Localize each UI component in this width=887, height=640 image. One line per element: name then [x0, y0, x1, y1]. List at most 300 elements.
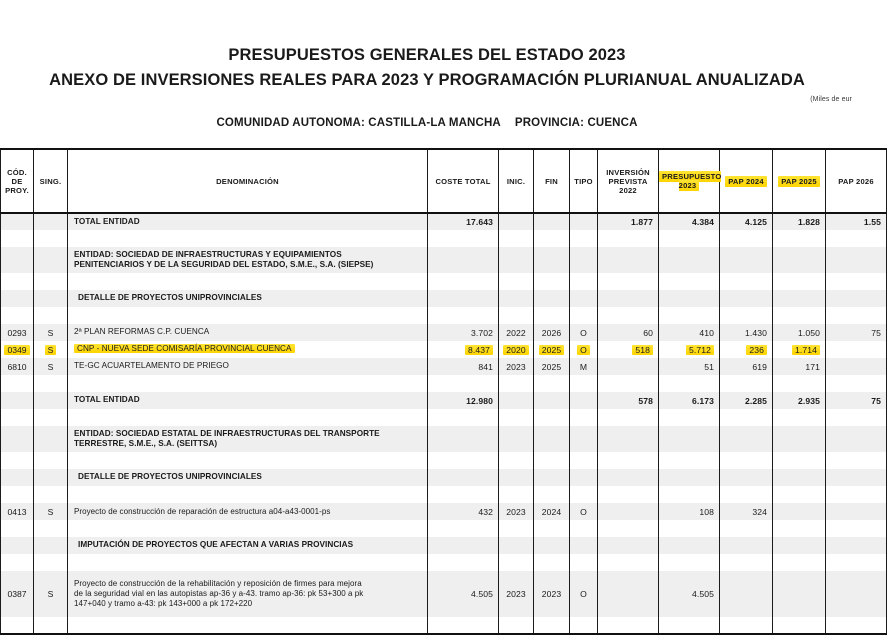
- cell-value: 432: [478, 506, 493, 517]
- column-header-fin: [534, 149, 570, 213]
- cell-value: 2023: [541, 589, 562, 599]
- cell-inversion-prevista-2022: [598, 486, 659, 503]
- cell-inic: [499, 324, 534, 341]
- cell-sing: [34, 392, 68, 409]
- cell-value: 410: [699, 327, 714, 338]
- cell-cod-proy: [1, 537, 34, 554]
- cell-value: 108: [699, 506, 714, 517]
- table-row[interactable]: [1, 520, 887, 537]
- cell-denominacion: [68, 426, 428, 452]
- column-header-pap-2024: [720, 149, 773, 213]
- cell-tipo: [570, 375, 598, 392]
- document-subtitle: [0, 117, 854, 129]
- cell-sing: S: [34, 324, 68, 341]
- cell-tipo: [570, 273, 598, 290]
- cell-pap-2024: [720, 537, 773, 554]
- cell-sing: S: [34, 503, 68, 520]
- cell-value: 75: [871, 395, 881, 406]
- cell-sing: [34, 247, 68, 273]
- cell-cod-proy: [1, 213, 34, 230]
- cell-presupuesto-2023: [659, 358, 720, 375]
- cell-value: 5.712: [659, 345, 719, 355]
- cell-pap-2025: [773, 617, 826, 634]
- cell-inversion-prevista-2022: [598, 324, 659, 341]
- cell-inic: [499, 617, 534, 634]
- cell-fin: [534, 375, 570, 392]
- denominacion-text: IMPUTACIÓN DE PROYECTOS QUE AFECTAN A VARIAS PROVINCIAS: [78, 540, 354, 550]
- cell-value: 2023: [506, 589, 526, 599]
- cell-pap-2024: [720, 341, 773, 358]
- column-header-tipo: [570, 149, 598, 213]
- cell-inversion-prevista-2022: [598, 452, 659, 469]
- cell-inversion-prevista-2022: [598, 469, 659, 486]
- column-header-pap-2025: [773, 149, 826, 213]
- cell-pap-2026: [826, 571, 887, 617]
- cell-value: 4.505: [470, 589, 493, 599]
- cell-inic: [499, 375, 534, 392]
- table-row[interactable]: [1, 307, 887, 324]
- cell-inic: [499, 469, 534, 486]
- cell-denominacion: [68, 409, 428, 426]
- cell-value: 60: [643, 327, 653, 338]
- denominacion-text: 2ª PLAN REFORMAS C.P. CUENCA: [74, 327, 210, 337]
- units-note: (Miles de eur: [810, 96, 852, 103]
- cell-cod-proy: [1, 247, 34, 273]
- cell-value: 2025: [541, 361, 562, 372]
- cell-pap-2025: [773, 324, 826, 341]
- table-row[interactable]: [1, 426, 887, 452]
- cell-fin: [534, 452, 570, 469]
- cell-inic: [499, 452, 534, 469]
- cell-pap-2024: [720, 469, 773, 486]
- cell-sing: S: [34, 358, 68, 375]
- cell-sing: [34, 469, 68, 486]
- cell-pap-2025: [773, 537, 826, 554]
- cell-inic: [499, 426, 534, 452]
- cell-denominacion: [68, 571, 428, 617]
- cell-coste-total: [428, 520, 499, 537]
- table-row[interactable]: [1, 375, 887, 392]
- cell-presupuesto-2023: [659, 247, 720, 273]
- column-header-sing: [34, 149, 68, 213]
- column-header-coste-total: [428, 149, 499, 213]
- cell-tipo: [570, 571, 598, 617]
- cell-value: O: [580, 506, 587, 517]
- cell-denominacion: [68, 537, 428, 554]
- cell-presupuesto-2023: [659, 537, 720, 554]
- cell-inic: [499, 213, 534, 230]
- cell-pap-2026: [826, 307, 887, 324]
- cell-coste-total: [428, 307, 499, 324]
- cell-tipo: [570, 230, 598, 247]
- cell-pap-2024: [720, 324, 773, 341]
- cell-cod-proy: [1, 554, 34, 571]
- cell-pap-2024: [720, 247, 773, 273]
- cell-value: 8.437: [428, 345, 498, 355]
- cell-pap-2024: [720, 452, 773, 469]
- cell-fin: [534, 409, 570, 426]
- table-row[interactable]: [1, 230, 887, 247]
- column-header-denominacion: [68, 149, 428, 213]
- cell-pap-2025: [773, 571, 826, 617]
- table-row[interactable]: [1, 452, 887, 469]
- cell-sing: [34, 307, 68, 324]
- cell-sing: [34, 409, 68, 426]
- column-header-label: TIPO: [574, 176, 593, 186]
- cell-inic: [499, 358, 534, 375]
- denominacion-text: Proyecto de construcción de la rehabilitación y reposición de firmes para mejora de la seguridad vial en las autopistas ap-36 y a-43. tramo ap-36: pk 53+300 a pk 147+040 y tramo a-43: pk 143+000 a pk 172+220: [74, 579, 364, 608]
- cell-pap-2026: [826, 392, 887, 409]
- cell-value: 578: [638, 395, 653, 406]
- budget-table-body: [1, 213, 887, 634]
- cell-pap-2026: [826, 554, 887, 571]
- cell-value: 2023: [506, 506, 526, 517]
- cell-denominacion: [68, 452, 428, 469]
- cell-pap-2025: [773, 503, 826, 520]
- table-row[interactable]: [1, 617, 887, 634]
- cell-pap-2024: [720, 213, 773, 230]
- cell-pap-2026: [826, 520, 887, 537]
- cell-inic: [499, 520, 534, 537]
- cell-pap-2024: [720, 426, 773, 452]
- cell-value: 17.643: [466, 217, 493, 227]
- cell-coste-total: [428, 571, 499, 617]
- column-header-label: DENOMINACIÓN: [216, 176, 279, 186]
- cell-denominacion: [68, 469, 428, 486]
- cell-coste-total: [428, 503, 499, 520]
- cell-denominacion: [68, 290, 428, 307]
- cell-value: 1.050: [797, 327, 820, 338]
- cell-pap-2024: [720, 230, 773, 247]
- cell-pap-2026: [826, 213, 887, 230]
- cell-pap-2024: [720, 409, 773, 426]
- cell-inversion-prevista-2022: [598, 247, 659, 273]
- denominacion-text: TOTAL ENTIDAD: [74, 395, 140, 405]
- cell-fin: [534, 520, 570, 537]
- cell-fin: [534, 324, 570, 341]
- cell-pap-2024: [720, 375, 773, 392]
- cell-cod-proy: [1, 617, 34, 634]
- cell-pap-2025: [773, 213, 826, 230]
- cell-fin: [534, 571, 570, 617]
- cell-fin: [534, 503, 570, 520]
- cell-pap-2026: [826, 341, 887, 358]
- cell-pap-2025: [773, 375, 826, 392]
- cell-inversion-prevista-2022: [598, 230, 659, 247]
- cell-coste-total: [428, 290, 499, 307]
- cell-fin: [534, 290, 570, 307]
- cell-inversion-prevista-2022: [598, 554, 659, 571]
- cell-fin: [534, 247, 570, 273]
- column-header-label: INIC.: [506, 176, 526, 186]
- cell-fin: [534, 554, 570, 571]
- cell-pap-2025: [773, 247, 826, 273]
- budget-table-head: [1, 149, 887, 213]
- cell-inic: [499, 554, 534, 571]
- cell-pap-2025: [773, 307, 826, 324]
- cell-value: 4.384: [691, 217, 714, 227]
- document-header: [0, 0, 854, 129]
- cell-pap-2025: [773, 358, 826, 375]
- table-row[interactable]: [1, 392, 887, 409]
- cell-cod-proy: [1, 409, 34, 426]
- cell-pap-2024: [720, 307, 773, 324]
- cell-cod-proy: 0349: [1, 341, 34, 358]
- cell-coste-total: [428, 247, 499, 273]
- cell-inic: [499, 486, 534, 503]
- cell-inic: [499, 341, 534, 358]
- column-header-presupuesto-2023: [659, 149, 720, 213]
- table-header-row: [1, 149, 887, 213]
- cell-inversion-prevista-2022: [598, 375, 659, 392]
- cell-denominacion: [68, 230, 428, 247]
- cell-presupuesto-2023: [659, 426, 720, 452]
- denominacion-text: CNP - NUEVA SEDE COMISARÍA PROVINCIAL CUENCA: [68, 344, 427, 355]
- cell-tipo: [570, 537, 598, 554]
- cell-presupuesto-2023: [659, 273, 720, 290]
- cell-cod-proy: 0413: [1, 503, 34, 520]
- cell-cod-proy: [1, 486, 34, 503]
- cell-value: 4.125: [744, 217, 767, 227]
- cell-coste-total: [428, 486, 499, 503]
- table-row[interactable]: [1, 290, 887, 307]
- column-header-label: PAP 2025: [778, 176, 820, 187]
- cell-denominacion: [68, 247, 428, 273]
- cell-presupuesto-2023: [659, 375, 720, 392]
- cell-tipo: [570, 307, 598, 324]
- cell-fin: [534, 341, 570, 358]
- table-row[interactable]: [1, 358, 887, 375]
- table-row[interactable]: [1, 273, 887, 290]
- cell-tipo: [570, 213, 598, 230]
- cell-cod-proy: [1, 290, 34, 307]
- cell-sing: [34, 554, 68, 571]
- cell-fin: [534, 537, 570, 554]
- cell-inic: [499, 273, 534, 290]
- cell-tipo: [570, 520, 598, 537]
- province-label: PROVINCIA: CUENCA: [514, 117, 638, 129]
- table-row[interactable]: [1, 247, 887, 273]
- cell-inic: [499, 571, 534, 617]
- cell-denominacion: [68, 358, 428, 375]
- budget-table-container: [0, 148, 881, 635]
- cell-tipo: [570, 392, 598, 409]
- cell-fin: [534, 392, 570, 409]
- cell-cod-proy: [1, 307, 34, 324]
- cell-coste-total: [428, 324, 499, 341]
- table-row[interactable]: [1, 469, 887, 486]
- cell-cod-proy: [1, 426, 34, 452]
- column-header-label: PAP 2024: [725, 176, 767, 187]
- cell-presupuesto-2023: [659, 324, 720, 341]
- cell-pap-2024: [720, 273, 773, 290]
- cell-pap-2026: [826, 290, 887, 307]
- cell-fin: [534, 486, 570, 503]
- cell-coste-total: [428, 554, 499, 571]
- cell-value: 4.505: [691, 589, 714, 599]
- cell-denominacion: [68, 486, 428, 503]
- cell-value: 2020: [503, 345, 529, 355]
- cell-value: 324: [752, 506, 767, 517]
- cell-tipo: [570, 247, 598, 273]
- cell-pap-2026: [826, 452, 887, 469]
- cell-pap-2025: [773, 426, 826, 452]
- cell-fin: [534, 307, 570, 324]
- cell-fin: [534, 273, 570, 290]
- denominacion-text: ENTIDAD: SOCIEDAD ESTATAL DE INFRAESTRUCTURAS DEL TRANSPORTE TERRESTRE, S.M.E., S.A. (SEITTSA): [74, 428, 380, 448]
- cell-pap-2024: [720, 486, 773, 503]
- cell-pap-2026: [826, 273, 887, 290]
- cell-value: 2025: [539, 345, 565, 355]
- table-row[interactable]: [1, 537, 887, 554]
- column-header-cod-proy: [1, 149, 34, 213]
- cell-fin: [534, 617, 570, 634]
- cell-denominacion: [68, 520, 428, 537]
- cell-value: O: [580, 327, 587, 338]
- cell-value: 1.55: [863, 217, 881, 227]
- cell-pap-2026: [826, 375, 887, 392]
- cell-value: O: [580, 589, 587, 599]
- cell-sing: S: [34, 341, 68, 358]
- cell-coste-total: [428, 537, 499, 554]
- cell-value: 236: [720, 345, 772, 355]
- table-row[interactable]: [1, 486, 887, 503]
- cell-tipo: [570, 554, 598, 571]
- cell-tipo: [570, 358, 598, 375]
- table-row[interactable]: [1, 503, 887, 520]
- cell-sing: [34, 273, 68, 290]
- cell-pap-2026: [826, 426, 887, 452]
- cell-inversion-prevista-2022: [598, 213, 659, 230]
- cell-inversion-prevista-2022: [598, 571, 659, 617]
- cell-cod-proy: 6810: [1, 358, 34, 375]
- table-row[interactable]: [1, 554, 887, 571]
- cell-pap-2025: [773, 469, 826, 486]
- cell-pap-2025: [773, 452, 826, 469]
- cell-coste-total: [428, 375, 499, 392]
- community-label: COMUNIDAD AUTONOMA: CASTILLA-LA MANCHA: [216, 117, 501, 129]
- cell-pap-2025: [773, 230, 826, 247]
- cell-pap-2024: [720, 392, 773, 409]
- cell-pap-2026: [826, 324, 887, 341]
- cell-pap-2024: [720, 554, 773, 571]
- denominacion-text: Proyecto de construcción de reparación de estructura a04-a43-0001-ps: [74, 506, 331, 516]
- cell-tipo: [570, 324, 598, 341]
- cell-inversion-prevista-2022: [598, 409, 659, 426]
- cell-coste-total: [428, 341, 499, 358]
- cell-denominacion: [68, 554, 428, 571]
- cell-denominacion: [68, 213, 428, 230]
- cell-value: 6.173: [691, 395, 714, 406]
- cell-presupuesto-2023: [659, 392, 720, 409]
- cell-value: 1.714: [773, 345, 825, 355]
- table-row[interactable]: [1, 409, 887, 426]
- cell-inic: [499, 537, 534, 554]
- cell-sing: [34, 520, 68, 537]
- cell-value: 619: [752, 361, 767, 372]
- cell-value: 3.702: [470, 327, 493, 338]
- cell-inic: [499, 230, 534, 247]
- cell-tipo: [570, 341, 598, 358]
- cell-value: 518: [598, 345, 658, 355]
- cell-pap-2025: [773, 392, 826, 409]
- column-header-label: CÓD. DE PROY.: [5, 167, 29, 195]
- cell-tipo: [570, 290, 598, 307]
- document-title-line-2: ANEXO DE INVERSIONES REALES PARA 2023 Y PROGRAMACIÓN PLURIANUAL ANUALIZADA: [49, 71, 805, 89]
- cell-value: 2022: [506, 327, 526, 338]
- table-row[interactable]: [1, 324, 887, 341]
- cell-fin: [534, 469, 570, 486]
- cell-fin: [534, 230, 570, 247]
- cell-value: 1.828: [797, 217, 820, 227]
- cell-pap-2026: [826, 358, 887, 375]
- cell-pap-2024: [720, 520, 773, 537]
- cell-pap-2026: [826, 409, 887, 426]
- cell-pap-2024: [720, 617, 773, 634]
- cell-coste-total: [428, 358, 499, 375]
- cell-denominacion: [68, 375, 428, 392]
- cell-inic: [499, 247, 534, 273]
- cell-presupuesto-2023: [659, 230, 720, 247]
- cell-inic: [499, 307, 534, 324]
- cell-sing: [34, 290, 68, 307]
- cell-cod-proy: [1, 230, 34, 247]
- cell-coste-total: [428, 452, 499, 469]
- cell-value: 2.285: [744, 395, 767, 406]
- cell-pap-2024: [720, 571, 773, 617]
- cell-coste-total: [428, 392, 499, 409]
- cell-value: 51: [704, 361, 714, 372]
- cell-value: 1.430: [744, 327, 767, 338]
- cell-cod-proy: [1, 452, 34, 469]
- cell-presupuesto-2023: [659, 520, 720, 537]
- column-header-label: COSTE TOTAL: [435, 176, 491, 186]
- cell-pap-2025: [773, 273, 826, 290]
- cell-value: M: [579, 361, 588, 372]
- cell-inversion-prevista-2022: [598, 426, 659, 452]
- cell-fin: [534, 213, 570, 230]
- cell-cod-proy: 0293: [1, 324, 34, 341]
- table-row[interactable]: [1, 571, 887, 617]
- cell-pap-2025: [773, 486, 826, 503]
- cell-inversion-prevista-2022: [598, 273, 659, 290]
- cell-pap-2026: [826, 469, 887, 486]
- cell-tipo: [570, 469, 598, 486]
- cell-coste-total: [428, 409, 499, 426]
- cell-sing: [34, 617, 68, 634]
- cell-cod-proy: [1, 520, 34, 537]
- cell-presupuesto-2023: [659, 341, 720, 358]
- cell-value: 2026: [541, 327, 562, 338]
- cell-inversion-prevista-2022: [598, 392, 659, 409]
- cell-tipo: [570, 452, 598, 469]
- cell-presupuesto-2023: [659, 617, 720, 634]
- cell-value: 75: [871, 327, 881, 338]
- cell-denominacion: [68, 341, 428, 358]
- denominacion-text: TE-GC ACUARTELAMENTO DE PRIEGO: [74, 361, 229, 371]
- cell-value: 2.935: [797, 395, 820, 406]
- table-row[interactable]: [1, 213, 887, 230]
- cell-presupuesto-2023: [659, 290, 720, 307]
- cell-inversion-prevista-2022: [598, 307, 659, 324]
- cell-cod-proy: [1, 375, 34, 392]
- cell-pap-2025: [773, 290, 826, 307]
- cell-pap-2026: [826, 486, 887, 503]
- cell-sing: [34, 537, 68, 554]
- table-row[interactable]: [1, 341, 887, 358]
- cell-fin: [534, 426, 570, 452]
- cell-presupuesto-2023: [659, 213, 720, 230]
